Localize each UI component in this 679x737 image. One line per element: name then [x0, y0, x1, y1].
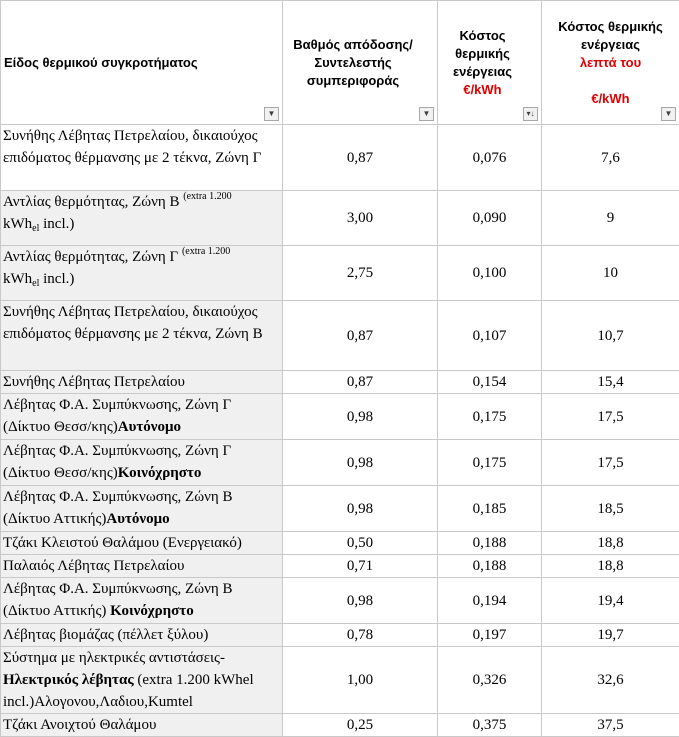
filter-dropdown-icon[interactable]: ▼	[419, 107, 434, 121]
cell-cost-cents: 19,4	[542, 578, 679, 624]
filter-dropdown-icon[interactable]: ▼	[661, 107, 676, 121]
cell-cost-cents: 10	[542, 246, 679, 301]
table-row	[1, 714, 679, 737]
cell-cost: 0,194	[438, 578, 542, 624]
cell-efficiency: 1,00	[283, 647, 438, 714]
cell-type: Λέβητας Φ.Α. Συμπύκνωσης, Ζώνη Γ (Δίκτυο Θεσσ/κης)Κοινόχρηστο	[1, 440, 283, 486]
header-row	[1, 1, 679, 125]
cell-cost-cents: 17,5	[542, 440, 679, 486]
cell-cost-cents: 37,5	[542, 714, 679, 737]
cell-efficiency: 0,78	[283, 624, 438, 647]
cell-type: Συνήθης Λέβητας Πετρελαίου, δικαιούχος επιδόματος θέρμανσης με 2 τέκνα, Ζώνη Γ	[1, 125, 283, 191]
cell-cost: 0,188	[438, 532, 542, 555]
table-row	[1, 371, 679, 394]
cell-efficiency: 0,87	[283, 371, 438, 394]
cell-cost-cents: 18,5	[542, 486, 679, 532]
cell-cost: 0,188	[438, 555, 542, 578]
cell-cost: 0,175	[438, 440, 542, 486]
header-cost-cents	[542, 1, 679, 125]
cell-efficiency: 0,87	[283, 125, 438, 191]
cell-cost-cents: 15,4	[542, 371, 679, 394]
table-row	[1, 486, 679, 532]
header-efficiency-label: Βαθμός απόδοσης/ Συντελεστής συμπεριφοράς	[283, 36, 437, 90]
header-cost-unit: €/kWh	[463, 82, 501, 97]
cell-cost-cents: 32,6	[542, 647, 679, 714]
cell-type: Λέβητας Φ.Α. Συμπύκνωσης, Ζώνη Β (Δίκτυο Αττικής) Κοινόχρηστο	[1, 578, 283, 624]
cell-cost: 0,154	[438, 371, 542, 394]
cell-efficiency: 0,25	[283, 714, 438, 737]
cell-efficiency: 0,50	[283, 532, 438, 555]
cell-type: Σύστημα με ηλεκτρικές αντιστάσεις-Ηλεκτρικός λέβητας (extra 1.200 kWhel incl.)Αλογονου,Λαδιου,Kumtel	[1, 647, 283, 714]
cell-efficiency: 2,75	[283, 246, 438, 301]
cell-cost: 0,375	[438, 714, 542, 737]
cell-cost: 0,100	[438, 246, 542, 301]
cell-cost: 0,197	[438, 624, 542, 647]
cell-type: Τζάκι Ανοιχτού Θαλάμου	[1, 714, 283, 737]
cell-cost: 0,090	[438, 191, 542, 246]
cell-efficiency: 0,98	[283, 486, 438, 532]
table-row	[1, 532, 679, 555]
cell-cost: 0,185	[438, 486, 542, 532]
cell-efficiency: 3,00	[283, 191, 438, 246]
cell-type: Λέβητας Φ.Α. Συμπύκνωσης, Ζώνη Γ (Δίκτυο Θεσσ/κης)Αυτόνομο	[1, 394, 283, 440]
cell-cost-cents: 19,7	[542, 624, 679, 647]
cell-efficiency: 0,87	[283, 301, 438, 371]
cell-type: Παλαιός Λέβητας Πετρελαίου	[1, 555, 283, 578]
header-heating-system-type	[1, 1, 283, 125]
header-cost-label: Κόστος θερμικής ενέργειας	[453, 28, 512, 79]
cell-type: Λέβητας Φ.Α. Συμπύκνωσης, Ζώνη Β (Δίκτυο Αττικής)Αυτόνομο	[1, 486, 283, 532]
cell-type: Τζάκι Κλειστού Θαλάμου (Ενεργειακό)	[1, 532, 283, 555]
table-row	[1, 246, 679, 301]
cell-efficiency: 0,71	[283, 555, 438, 578]
table-row	[1, 191, 679, 246]
cell-type: Αντλίας θερμότητας, Ζώνη Γ $^{(extra 1.200}$ kWh$_{el}$ incl.)	[1, 246, 283, 301]
cell-efficiency: 0,98	[283, 394, 438, 440]
cell-cost-cents: 10,7	[542, 301, 679, 371]
table-row	[1, 555, 679, 578]
cell-cost: 0,107	[438, 301, 542, 371]
cell-efficiency: 0,98	[283, 578, 438, 624]
cell-cost: 0,175	[438, 394, 542, 440]
header-efficiency	[283, 1, 438, 125]
header-cost-cents-label: Κόστος θερμικής ενέργειας	[558, 19, 662, 52]
header-cost-cents-red2: €/kWh	[591, 91, 629, 106]
cell-cost: 0,326	[438, 647, 542, 714]
cell-type: Λέβητας βιομάζας (πέλλετ ξύλου)	[1, 624, 283, 647]
cell-type: Συνήθης Λέβητας Πετρελαίου	[1, 371, 283, 394]
filter-dropdown-icon[interactable]: ▼	[264, 107, 279, 121]
table-row	[1, 578, 679, 624]
table-row	[1, 624, 679, 647]
cell-efficiency: 0,98	[283, 440, 438, 486]
table-row	[1, 301, 679, 371]
header-type-label: Είδος θερμικού συγκροτήματος	[4, 55, 198, 70]
cell-cost: 0,076	[438, 125, 542, 191]
table-row	[1, 394, 679, 440]
header-cost-cents-red1: λεπτά του	[580, 55, 641, 70]
cell-cost-cents: 18,8	[542, 555, 679, 578]
table-row	[1, 440, 679, 486]
cell-type: Αντλίας θερμότητας, Ζώνη Β $^{(extra 1.200}$ kWh$_{el}$ incl.)	[1, 191, 283, 246]
cell-cost-cents: 17,5	[542, 394, 679, 440]
table-row	[1, 125, 679, 191]
header-cost	[438, 1, 542, 125]
cell-cost-cents: 7,6	[542, 125, 679, 191]
sort-filter-icon[interactable]: ▾↓	[523, 107, 538, 121]
cell-type: Συνήθης Λέβητας Πετρελαίου, δικαιούχος επιδόματος θέρμανσης με 2 τέκνα, Ζώνη Β	[1, 301, 283, 371]
cell-cost-cents: 9	[542, 191, 679, 246]
table-row	[1, 647, 679, 714]
cell-cost-cents: 18,8	[542, 532, 679, 555]
